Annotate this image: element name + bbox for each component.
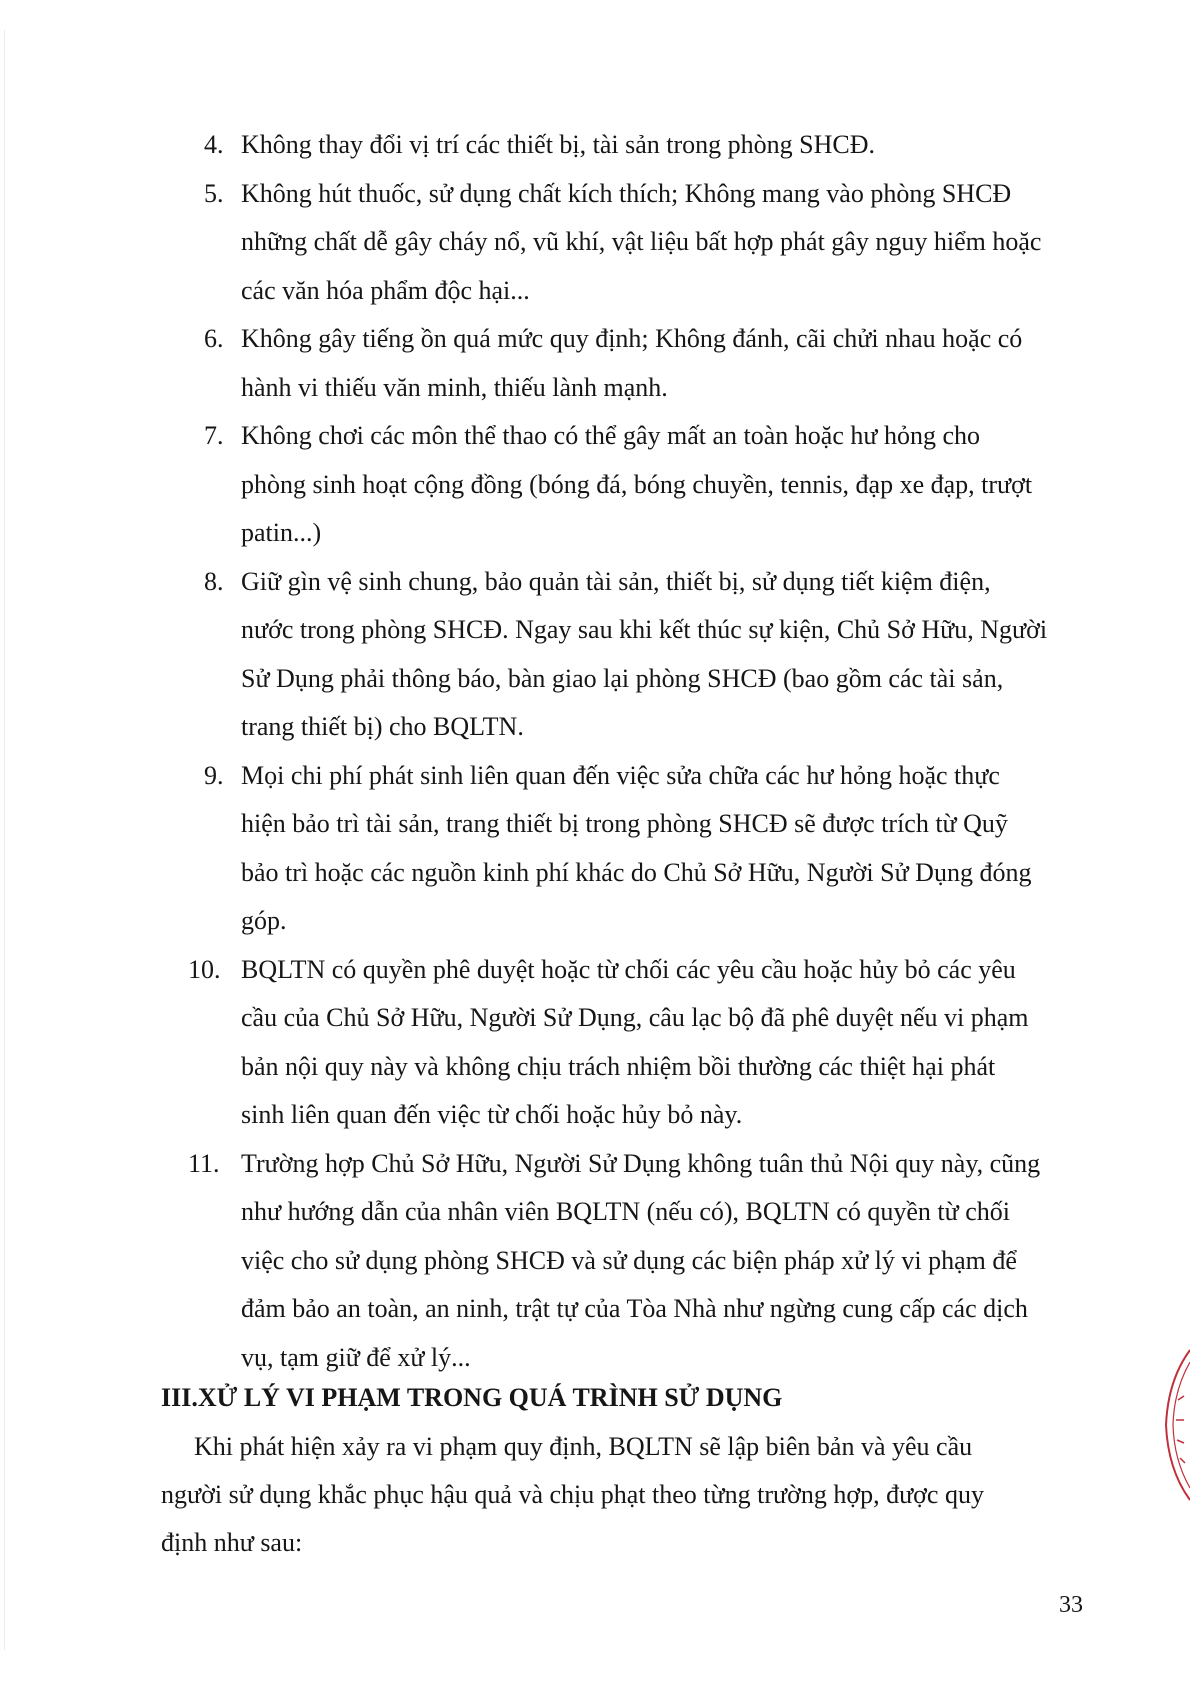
rule-item — [204, 558, 1084, 752]
stamp-edge-icon — [1160, 1340, 1190, 1510]
rule-number: 6. — [204, 324, 224, 353]
rule-number: 9. — [204, 760, 224, 790]
rule-text-line: trang thiết bị) cho BQLTN. — [241, 712, 524, 741]
rule-text-line: nước trong phòng SHCĐ. Ngay sau khi kết thúc sự kiện, Chủ Sở Hữu, Người — [241, 615, 1048, 644]
rule-text-line: Không hút thuốc, sử dụng chất kích thích; Không mang vào phòng SHCĐ — [241, 178, 1012, 208]
rule-text-line: đảm bảo an toàn, an ninh, trật tự của Tòa Nhà như ngừng cung cấp các dịch — [241, 1294, 1028, 1323]
rule-number: 11. — [188, 1148, 220, 1178]
rule-text-line: các văn hóa phẩm độc hại... — [241, 275, 530, 305]
rule-text-line: BQLTN có quyền phê duyệt hoặc từ chối các yêu cầu hoặc hủy bỏ các yêu — [241, 954, 1016, 984]
rule-text-line: những chất dễ gây cháy nổ, vũ khí, vật liệu bất hợp phát gây nguy hiểm hoặc — [241, 227, 1042, 256]
rule-number: 7. — [204, 421, 224, 450]
rule-text-line: cầu của Chủ Sở Hữu, Người Sử Dụng, câu lạc bộ đã phê duyệt nếu vi phạm — [241, 1003, 1029, 1032]
rule-text-line: patin...) — [241, 518, 322, 547]
rule-item — [204, 315, 1084, 412]
rule-text-line: vụ, tạm giữ để xử lý... — [241, 1342, 471, 1372]
rule-number: 5. — [204, 178, 224, 208]
rule-item — [188, 1140, 1084, 1383]
rule-text-line: sinh liên quan đến việc từ chối hoặc hủy bỏ này. — [241, 1100, 743, 1129]
paragraph-line: định như sau: — [161, 1528, 303, 1557]
section-paragraph — [161, 1423, 1081, 1567]
rule-item — [204, 412, 1084, 558]
rules-list — [188, 121, 1084, 1382]
rule-number: 8. — [204, 566, 224, 596]
rule-item — [188, 946, 1084, 1140]
paragraph-line: người sử dụng khắc phục hậu quả và chịu phạt theo từng trường hợp, được quy — [161, 1480, 984, 1509]
rule-text-line: góp. — [241, 906, 287, 935]
rule-item — [204, 752, 1084, 946]
scan-edge — [4, 30, 5, 1650]
rule-text-line: Trường hợp Chủ Sở Hữu, Người Sử Dụng không tuân thủ Nội quy này, cũng — [241, 1148, 1041, 1178]
rule-text-line: hiện bảo trì tài sản, trang thiết bị trong phòng SHCĐ sẽ được trích từ Quỹ — [241, 809, 1008, 838]
paragraph-line: Khi phát hiện xảy ra vi phạm quy định, BQLTN sẽ lập biên bản và yêu cầu — [194, 1432, 973, 1461]
rule-number: 10. — [188, 954, 221, 984]
rule-item — [204, 170, 1084, 316]
section-heading: III.XỬ LÝ VI PHẠM TRONG QUÁ TRÌNH SỬ DỤNG — [161, 1383, 783, 1412]
rule-text-line: Không gây tiếng ồn quá mức quy định; Không đánh, cãi chửi nhau hoặc có — [241, 324, 1023, 353]
rule-text-line: Giữ gìn vệ sinh chung, bảo quản tài sản, thiết bị, sử dụng tiết kiệm điện, — [241, 566, 991, 596]
rule-text-line: hành vi thiếu văn minh, thiếu lành mạnh. — [241, 372, 668, 402]
rule-text-line: phòng sinh hoạt cộng đồng (bóng đá, bóng chuyền, tennis, đạp xe đạp, trượt — [241, 469, 1033, 499]
rule-text-line: bảo trì hoặc các nguồn kinh phí khác do Chủ Sở Hữu, Người Sử Dụng đóng — [241, 857, 1032, 887]
rule-item — [204, 121, 1084, 170]
rule-number: 4. — [204, 130, 224, 159]
rule-text-line: việc cho sử dụng phòng SHCĐ và sử dụng các biện pháp xử lý vi phạm để — [241, 1245, 1017, 1275]
page-number: 33 — [1059, 1592, 1083, 1618]
rule-text-line: như hướng dẫn của nhân viên BQLTN (nếu có), BQLTN có quyền từ chối — [241, 1197, 1010, 1226]
rule-text-line: Không thay đổi vị trí các thiết bị, tài sản trong phòng SHCĐ. — [241, 130, 876, 159]
rule-text-line: Mọi chi phí phát sinh liên quan đến việc sửa chữa các hư hỏng hoặc thực — [241, 760, 1000, 790]
rule-text-line: Sử Dụng phải thông báo, bàn giao lại phòng SHCĐ (bao gồm các tài sản, — [241, 663, 1004, 693]
rule-text-line: bản nội quy này và không chịu trách nhiệm bồi thường các thiệt hại phát — [241, 1051, 996, 1081]
rule-text-line: Không chơi các môn thể thao có thể gây mất an toàn hoặc hư hỏng cho — [241, 421, 981, 450]
